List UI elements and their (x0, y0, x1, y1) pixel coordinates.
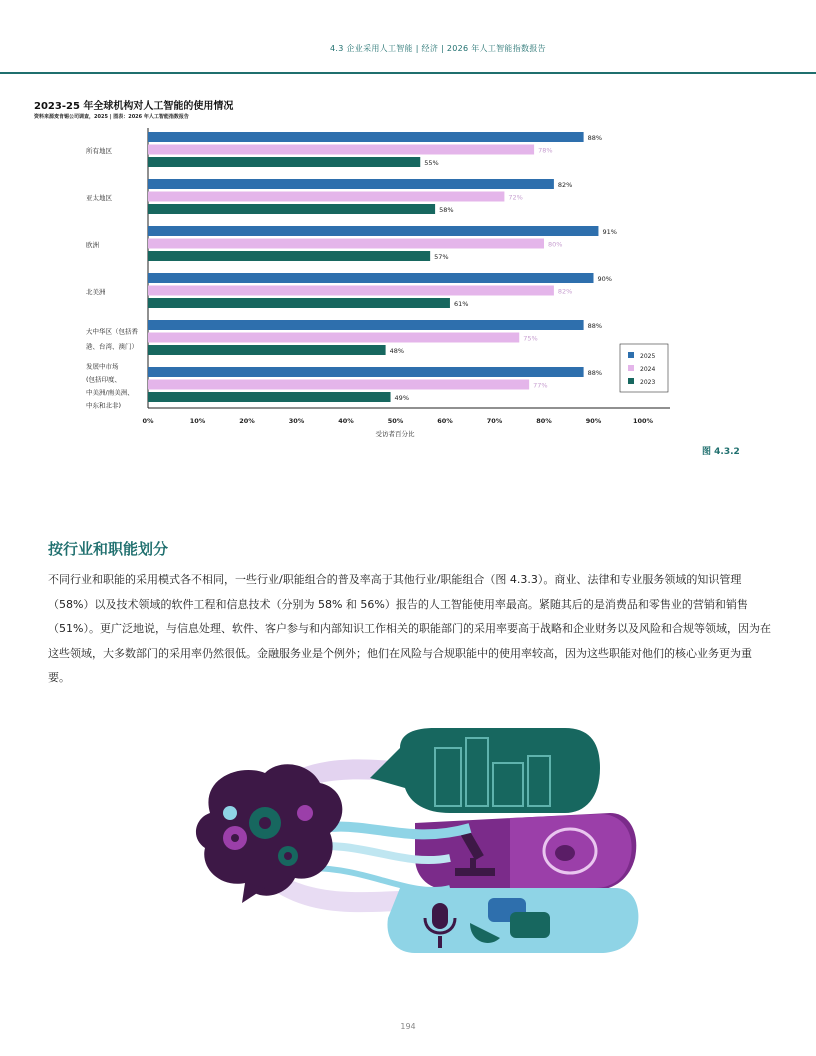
legend-label: 2025 (640, 353, 656, 360)
legend-label: 2024 (640, 366, 656, 373)
bar (148, 392, 391, 402)
bar (148, 192, 504, 202)
bar (148, 157, 420, 167)
bar-value-label: 88% (587, 134, 603, 142)
figure-label: 图 4.3.2 (702, 447, 740, 457)
bar (148, 179, 554, 189)
science-bubble (415, 813, 636, 890)
x-tick-label: 30% (288, 417, 305, 425)
x-tick-label: 50% (387, 417, 404, 425)
x-tick-label: 10% (189, 417, 206, 425)
bar-value-label: 57% (434, 253, 449, 261)
page-header (0, 0, 816, 74)
category-label: 亚太地区 (86, 193, 112, 202)
bar (148, 298, 450, 308)
chart-title: 2023-25 年全球机构对人工智能的使用情况 (34, 101, 234, 112)
x-tick-label: 80% (536, 417, 552, 425)
legend-swatch (628, 365, 634, 371)
bar-value-label: 82% (557, 181, 573, 189)
communication-bubble (387, 888, 638, 953)
bar-chart (0, 120, 816, 450)
bar-value-label: 77% (533, 381, 548, 390)
bar (148, 380, 529, 390)
ai-brain-illustration (170, 718, 640, 968)
x-tick-label: 90% (585, 417, 602, 425)
category-label: 中东和北非) (86, 401, 122, 410)
category-label: 大中华区（包括香 (86, 327, 138, 336)
category-label: 发展中市场 (86, 362, 119, 371)
bar (148, 286, 554, 296)
bar-value-label: 75% (523, 334, 538, 343)
category-label: 中美洲/南美洲、 (86, 388, 134, 397)
bar (148, 251, 430, 261)
bar-value-label: 90% (597, 275, 612, 283)
bar-value-label: 91% (602, 228, 617, 236)
bar-value-label: 88% (587, 369, 603, 377)
bar (148, 333, 519, 343)
bar (148, 367, 584, 377)
x-tick-label: 40% (338, 417, 354, 425)
x-tick-label: 20% (239, 417, 255, 425)
chart-source: 资料来源麦肯锡公司调查，2025 | 图表：2026 年人工智能指数报告 (34, 114, 189, 120)
x-tick-label: 70% (486, 417, 503, 425)
legend-swatch (628, 378, 634, 384)
category-label: 所有地区 (86, 146, 112, 155)
category-label: 港、台湾、澳门） (86, 342, 138, 351)
bar-value-label: 58% (439, 206, 454, 214)
bar (148, 345, 386, 355)
x-tick-label: 100% (632, 417, 654, 425)
page-number: 194 (400, 1022, 416, 1031)
bar-value-label: 88% (587, 322, 603, 330)
bar (148, 204, 435, 214)
section-heading: 按行业和职能划分 (48, 540, 169, 558)
bar-value-label: 82% (557, 287, 573, 296)
header-title: 4.3 企业采用人工智能 | 经济 | 2026 年人工智能指数报告 (330, 44, 546, 53)
bar (148, 132, 584, 142)
bar-value-label: 55% (424, 159, 439, 167)
legend-swatch (628, 352, 634, 358)
bar-value-label: 49% (394, 394, 410, 402)
bar (148, 320, 584, 330)
bar-value-label: 72% (508, 193, 523, 202)
bar (148, 145, 534, 155)
bar-value-label: 80% (548, 240, 563, 249)
x-tick-label: 0% (142, 417, 154, 425)
bar-value-label: 48% (389, 347, 405, 355)
x-tick-label: 60% (437, 417, 453, 425)
bar (148, 239, 544, 249)
category-label: (包括印度、 (86, 375, 122, 384)
bar-value-label: 78% (538, 146, 553, 155)
bar (148, 273, 594, 283)
category-label: 北美洲 (86, 287, 106, 296)
body-paragraph: 不同行业和职能的采用模式各不相同，一些行业/职能组合的普及率高于其他行业/职能组合（图 4.3.3）。商业、法律和专业服务领域的知识管理（58%）以及技术领域的软件工程和信息技术（分别为 58% 和 56%）报告的人工智能使用率最高。紧随其后的是消费品和零售业的营销和销售（51%）。更广泛地说，与信息处理、软件、客户参与和内部知识工作相关的职能部门的采用率要高于战略和企业财务以及风险和合规等领域，因为在这些领域，大多数部门的采用率仍然很低。金融服务业是个例外；他们在风险与合规职能中的使用率较高，因为这些职能对他们的核心业务更为重要。 (48, 573, 771, 684)
category-label: 欧洲 (86, 240, 99, 249)
legend-label: 2023 (640, 379, 656, 386)
bar-value-label: 61% (453, 300, 469, 308)
bar (148, 226, 598, 236)
x-axis-title: 受访者百分比 (375, 430, 415, 438)
